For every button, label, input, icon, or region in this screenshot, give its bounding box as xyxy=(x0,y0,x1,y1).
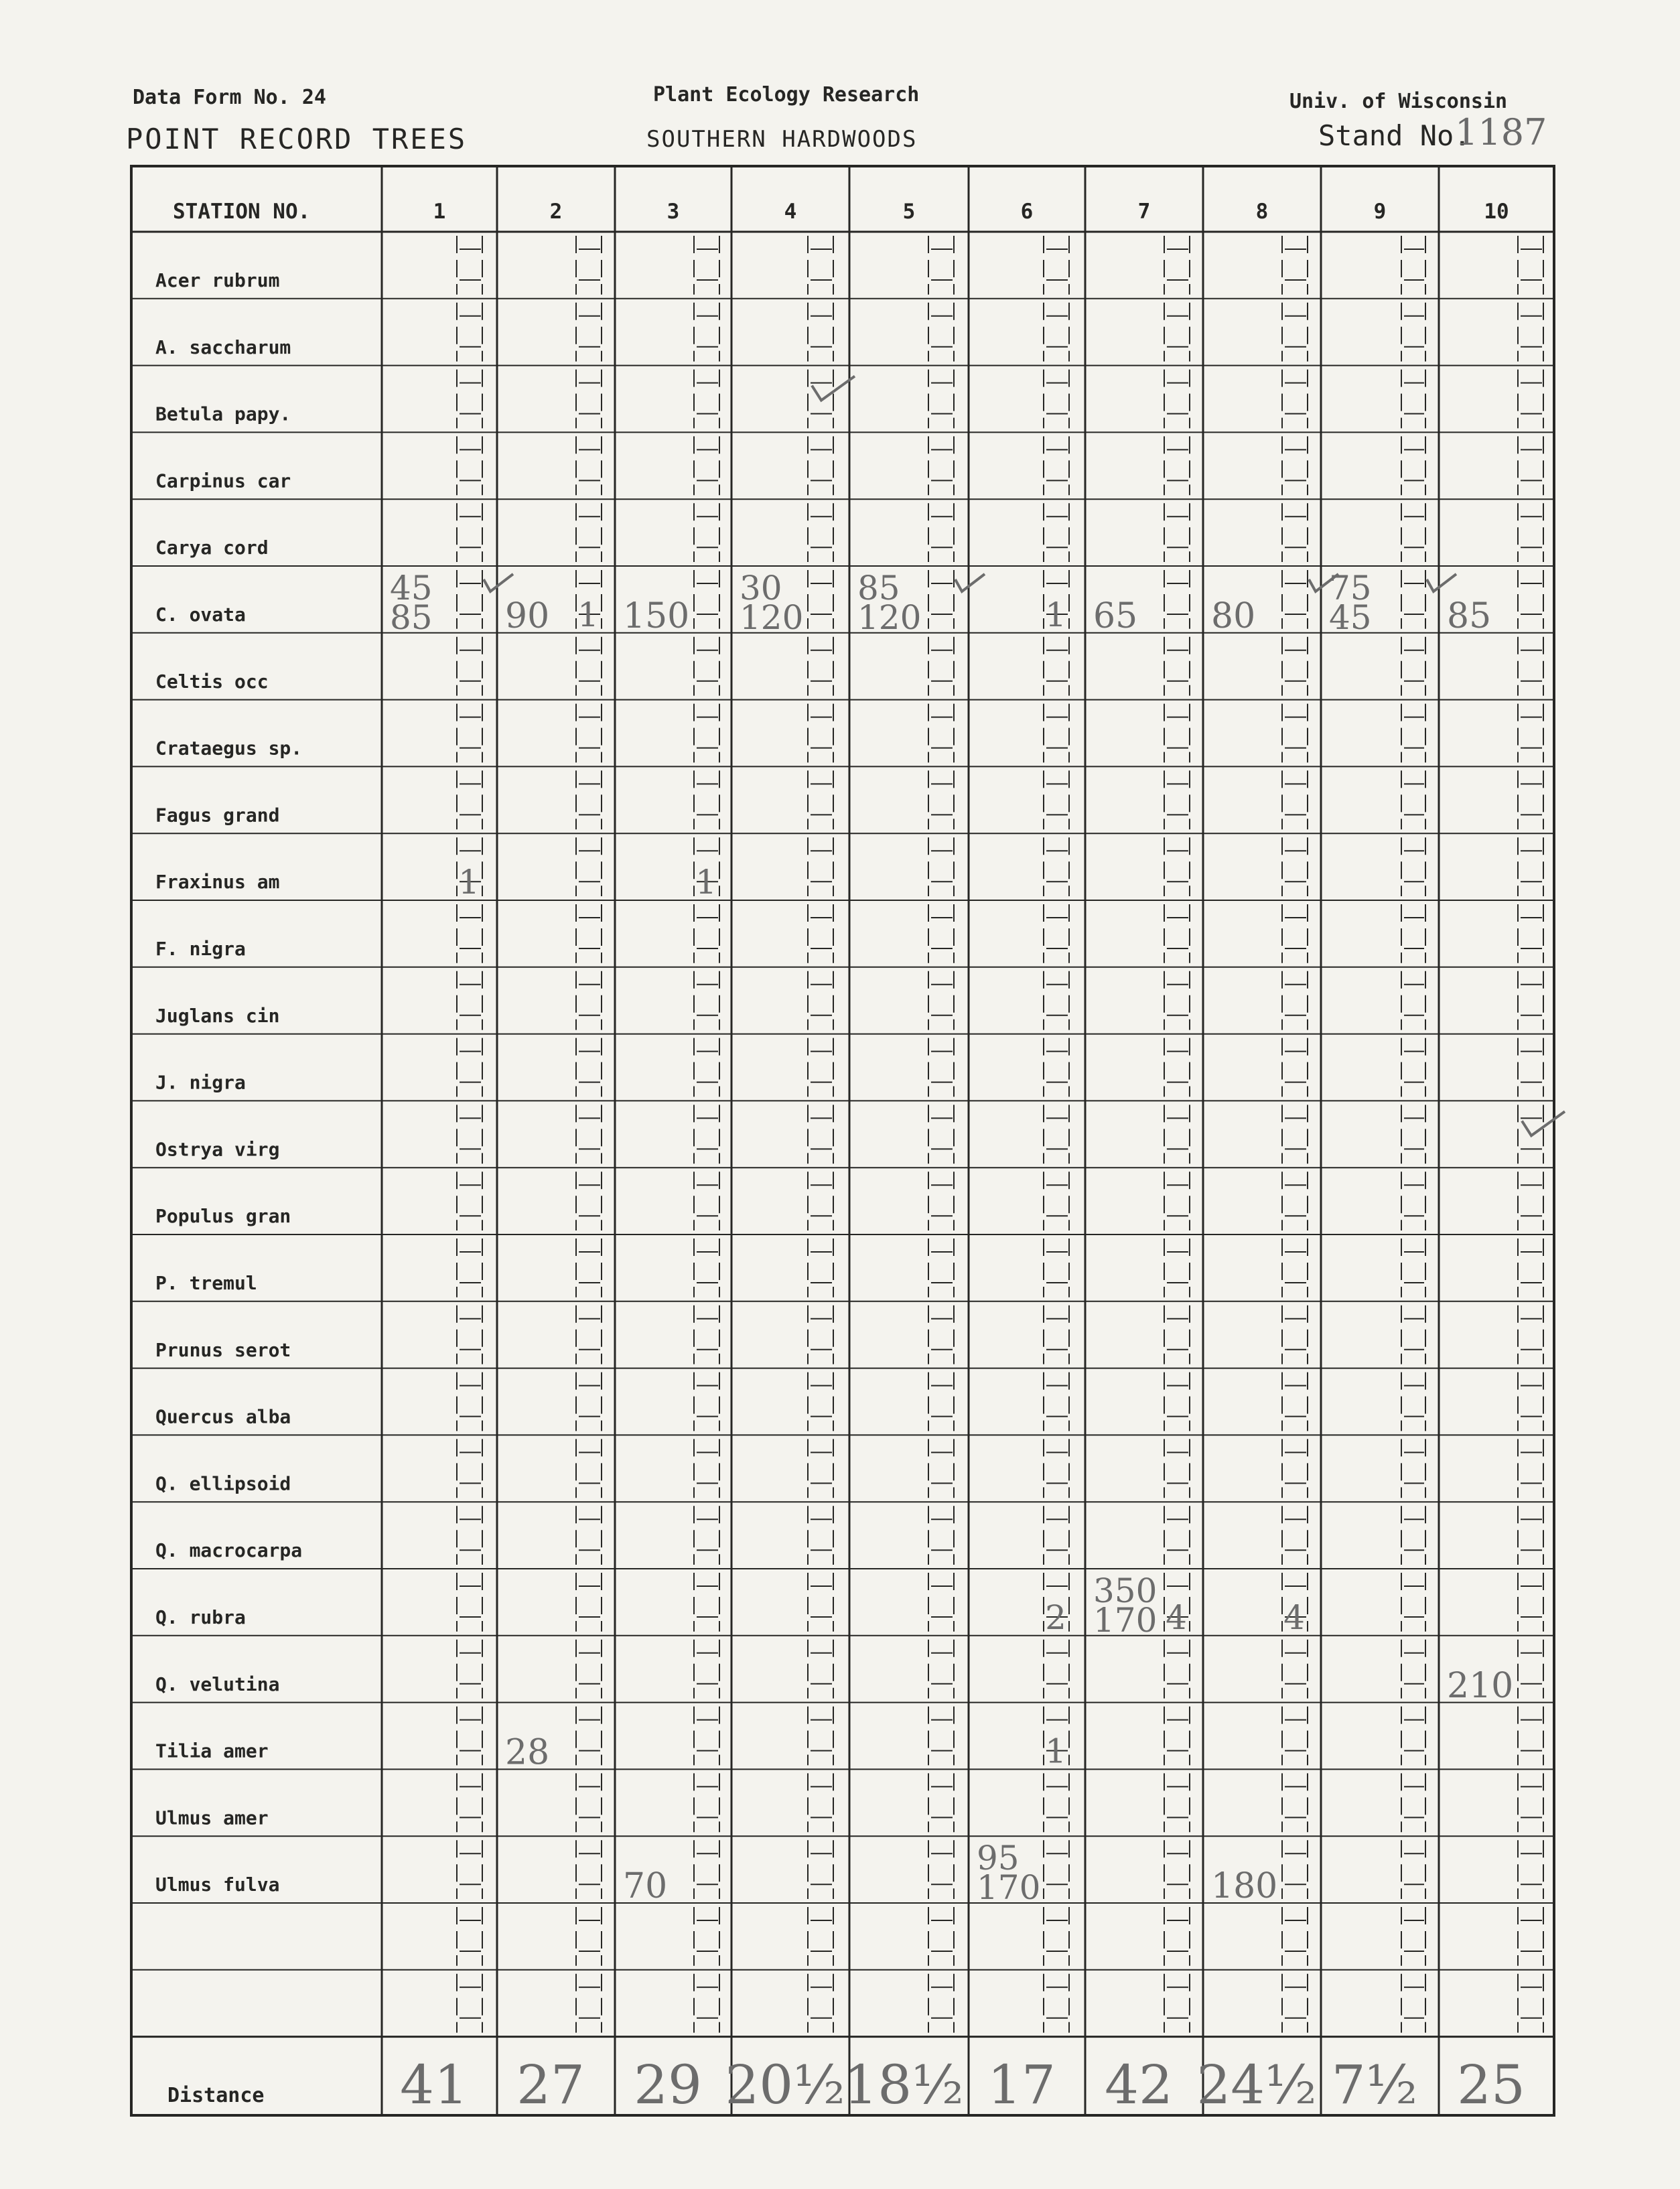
species-label: Carya cord xyxy=(155,537,269,559)
station-number: 1 xyxy=(433,200,446,224)
species-label: Juglans cin xyxy=(155,1004,280,1027)
distance-value: 25 xyxy=(1457,2054,1525,2116)
species-label: Crataegus sp. xyxy=(155,737,303,760)
handwritten-value: 70 xyxy=(623,1866,668,1907)
handwritten-value: 30 xyxy=(740,569,782,608)
species-label: Ulmus fulva xyxy=(155,1874,280,1896)
handwritten-value: 45 xyxy=(1329,598,1372,637)
tally-count: 1 xyxy=(1045,1732,1066,1771)
handwritten-value: 90 xyxy=(505,596,550,636)
handwritten-value: 120 xyxy=(857,598,922,637)
tally-count: 1 xyxy=(1045,595,1066,634)
distance-value: 41 xyxy=(400,2054,468,2116)
handwritten-value: 210 xyxy=(1447,1665,1514,1706)
species-label: Quercus alba xyxy=(155,1405,291,1428)
handwritten-value: 80 xyxy=(1211,596,1256,636)
handwritten-value: 75 xyxy=(1329,569,1372,608)
species-label: Betula papy. xyxy=(155,403,291,425)
stand-number-label: Stand No. xyxy=(1318,119,1471,152)
university-label: Univ. of Wisconsin xyxy=(1289,90,1508,113)
tally-count: 2 xyxy=(1045,1598,1066,1637)
station-number: 2 xyxy=(549,200,563,224)
form-subtitle: SOUTHERN HARDWOODS xyxy=(646,126,918,153)
species-label: F. nigra xyxy=(155,938,246,960)
handwritten-value: 180 xyxy=(1211,1866,1278,1907)
species-label: P. tremul xyxy=(155,1272,257,1294)
species-label: Celtis occ xyxy=(155,670,269,693)
species-label: Fraxinus am xyxy=(155,871,280,894)
handwritten-value: 65 xyxy=(1093,596,1138,636)
species-label: Q. rubra xyxy=(155,1606,246,1628)
species-label: Prunus serot xyxy=(155,1338,291,1361)
tally-count: 4 xyxy=(1283,1598,1305,1637)
distance-value: 24½ xyxy=(1196,2054,1317,2116)
station-number: 6 xyxy=(1020,200,1034,224)
species-label: Tilia amer xyxy=(155,1740,269,1762)
handwritten-value: 85 xyxy=(390,598,433,637)
tally-count: 1 xyxy=(695,863,717,902)
species-label: Ulmus amer xyxy=(155,1807,269,1829)
tally-count: 1 xyxy=(577,595,599,634)
distance-value: 20½ xyxy=(725,2054,845,2116)
handwritten-value: 170 xyxy=(1093,1601,1158,1640)
distance-label: Distance xyxy=(167,2084,265,2107)
species-label: Q. macrocarpa xyxy=(155,1539,303,1562)
species-label: A. saccharum xyxy=(155,336,291,358)
station-header-label: STATION NO. xyxy=(173,200,311,224)
check-mark-icon xyxy=(1427,574,1456,591)
species-label: J. nigra xyxy=(155,1071,246,1094)
distance-value: 18½ xyxy=(843,2054,964,2116)
station-number: 10 xyxy=(1484,200,1509,224)
organization-label: Plant Ecology Research xyxy=(653,83,920,107)
station-number: 4 xyxy=(784,200,797,224)
check-mark-icon xyxy=(484,574,513,591)
station-number: 3 xyxy=(667,200,680,224)
table-frame xyxy=(131,166,1554,2115)
distance-value: 17 xyxy=(987,2054,1056,2116)
distance-value: 42 xyxy=(1105,2054,1173,2116)
handwritten-value: 85 xyxy=(857,569,900,608)
species-label: Q. velutina xyxy=(155,1673,280,1695)
handwritten-value: 170 xyxy=(977,1868,1041,1908)
species-label: Populus gran xyxy=(155,1205,291,1228)
species-label: Carpinus car xyxy=(155,470,291,492)
species-label: C. ovata xyxy=(155,604,246,626)
station-number: 9 xyxy=(1373,200,1387,224)
check-mark-icon xyxy=(955,574,985,591)
handwritten-value: 350 xyxy=(1093,1571,1158,1610)
handwritten-value: 85 xyxy=(1447,596,1492,636)
handwritten-value: 150 xyxy=(623,596,690,636)
tally-count: 4 xyxy=(1166,1598,1187,1637)
form-number: Data Form No. 24 xyxy=(133,86,326,109)
distance-value: 27 xyxy=(516,2054,585,2116)
species-label: Q. ellipsoid xyxy=(155,1472,291,1495)
distance-value: 29 xyxy=(634,2054,702,2116)
species-label: Fagus grand xyxy=(155,804,280,827)
tally-count: 1 xyxy=(458,863,480,902)
form-title: POINT RECORD TREES xyxy=(126,123,468,155)
stand-number-value: 1187 xyxy=(1455,111,1547,153)
species-label: Ostrya virg xyxy=(155,1138,280,1161)
station-number: 8 xyxy=(1255,200,1269,224)
station-number: 7 xyxy=(1137,200,1151,224)
distance-value: 7½ xyxy=(1331,2054,1418,2116)
station-number: 5 xyxy=(902,200,916,224)
handwritten-value: 120 xyxy=(740,598,804,637)
handwritten-value: 45 xyxy=(390,569,433,608)
handwritten-value: 95 xyxy=(977,1839,1020,1878)
handwritten-value: 28 xyxy=(505,1732,550,1773)
species-label: Acer rubrum xyxy=(155,269,280,291)
